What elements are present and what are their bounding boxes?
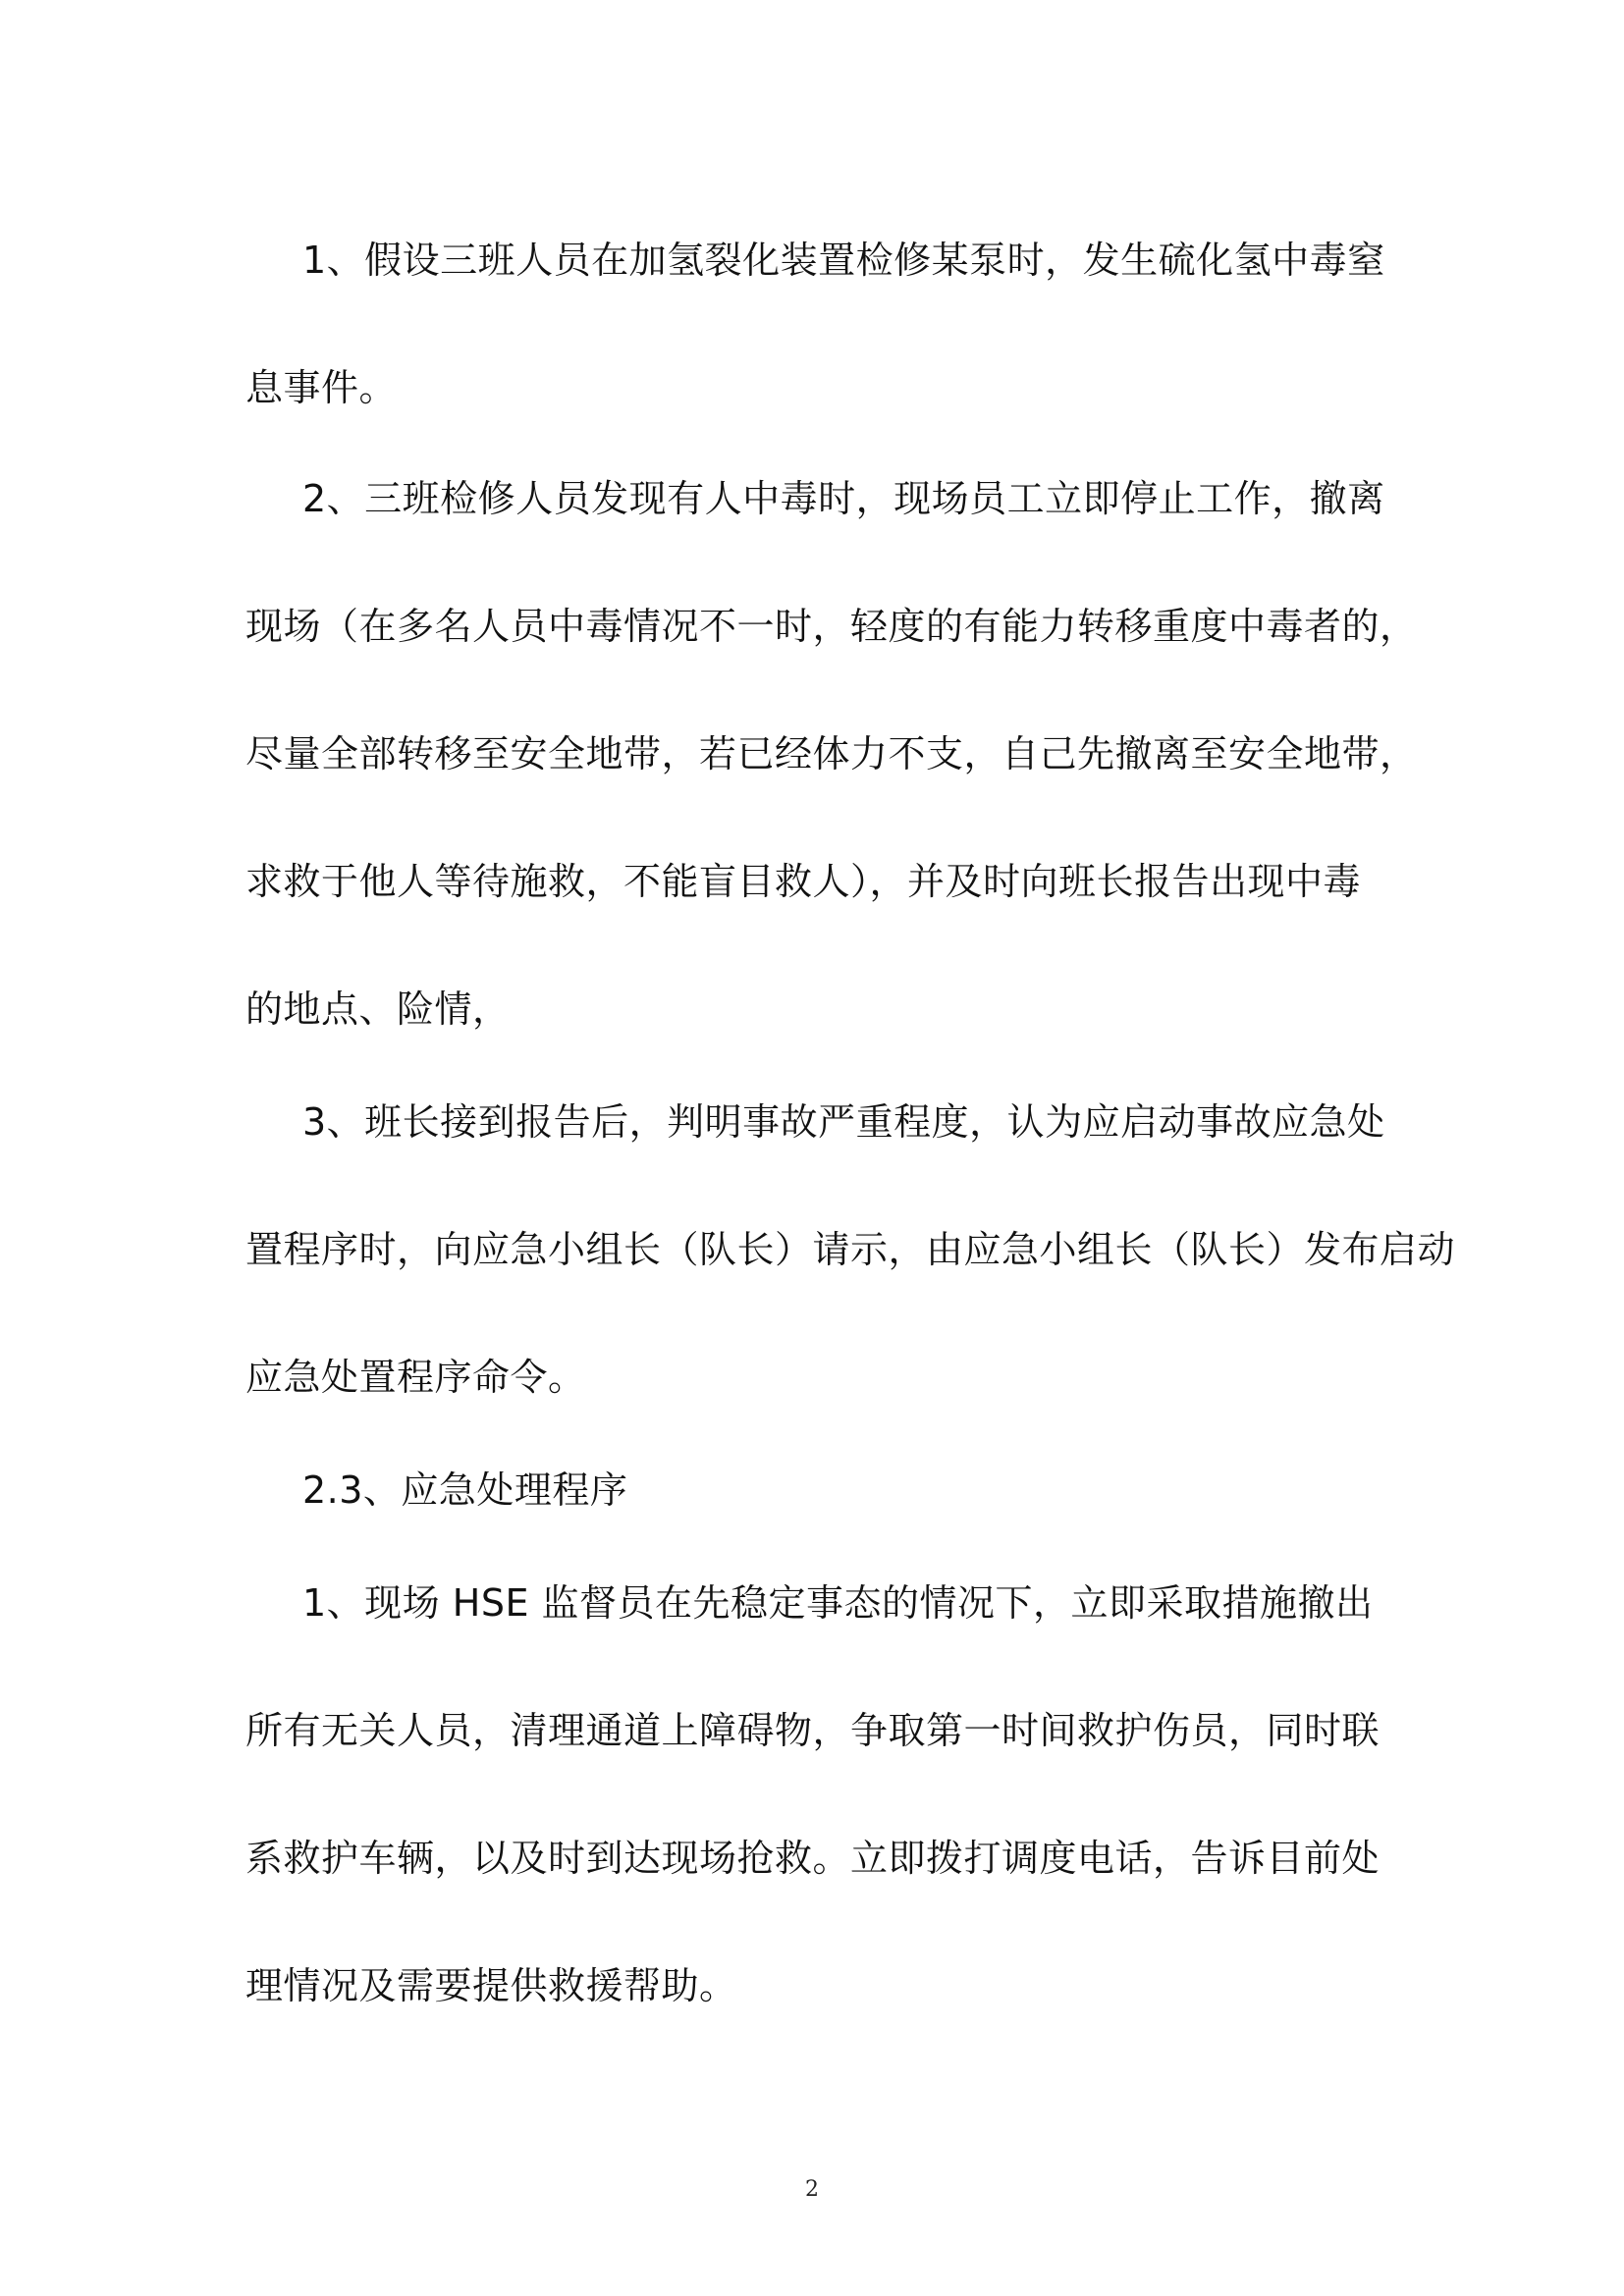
- paragraph-3-line-3: 应急处置程序命令。: [245, 1356, 586, 1399]
- page-number: 2: [805, 2177, 819, 2202]
- paragraph-1-line-2: 息事件。: [245, 366, 398, 409]
- paragraph-4-line-4: 理情况及需要提供救援帮助。: [245, 1964, 737, 2007]
- paragraph-3-line-1: 3、班长接到报告后，判明事故严重程度，认为应启动事故应急处: [302, 1100, 1385, 1144]
- paragraph-2-line-5: 的地点、险情，: [245, 988, 511, 1031]
- paragraph-3-line-2: 置程序时，向应急小组长（队长）请示，由应急小组长（队长）发布启动: [245, 1228, 1456, 1271]
- paragraph-1-line-1: 1、假设三班人员在加氢裂化装置检修某泵时，发生硫化氢中毒窒: [302, 239, 1385, 282]
- paragraph-2-line-1: 2、三班检修人员发现有人中毒时，现场员工立即停止工作，撤离: [302, 477, 1385, 520]
- paragraph-2-line-2: 现场（在多名人员中毒情况不一时，轻度的有能力转移重度中毒者的，: [245, 605, 1418, 648]
- paragraph-4-line-1: 1、现场 HSE 监督员在先稳定事态的情况下，立即采取措施撤出: [302, 1581, 1374, 1625]
- section-heading: 2.3、应急处理程序: [302, 1468, 628, 1512]
- paragraph-4-line-2: 所有无关人员，清理通道上障碍物，争取第一时间救护伤员，同时联: [245, 1709, 1380, 1752]
- paragraph-2-line-3: 尽量全部转移至安全地带，若已经体力不支，自己先撤离至安全地带，: [245, 732, 1418, 775]
- paragraph-2-line-4: 求救于他人等待施救，不能盲目救人），并及时向班长报告出现中毒: [245, 860, 1362, 903]
- paragraph-4-line-3: 系救护车辆，以及时到达现场抢救。立即拨打调度电话，告诉目前处: [245, 1837, 1380, 1880]
